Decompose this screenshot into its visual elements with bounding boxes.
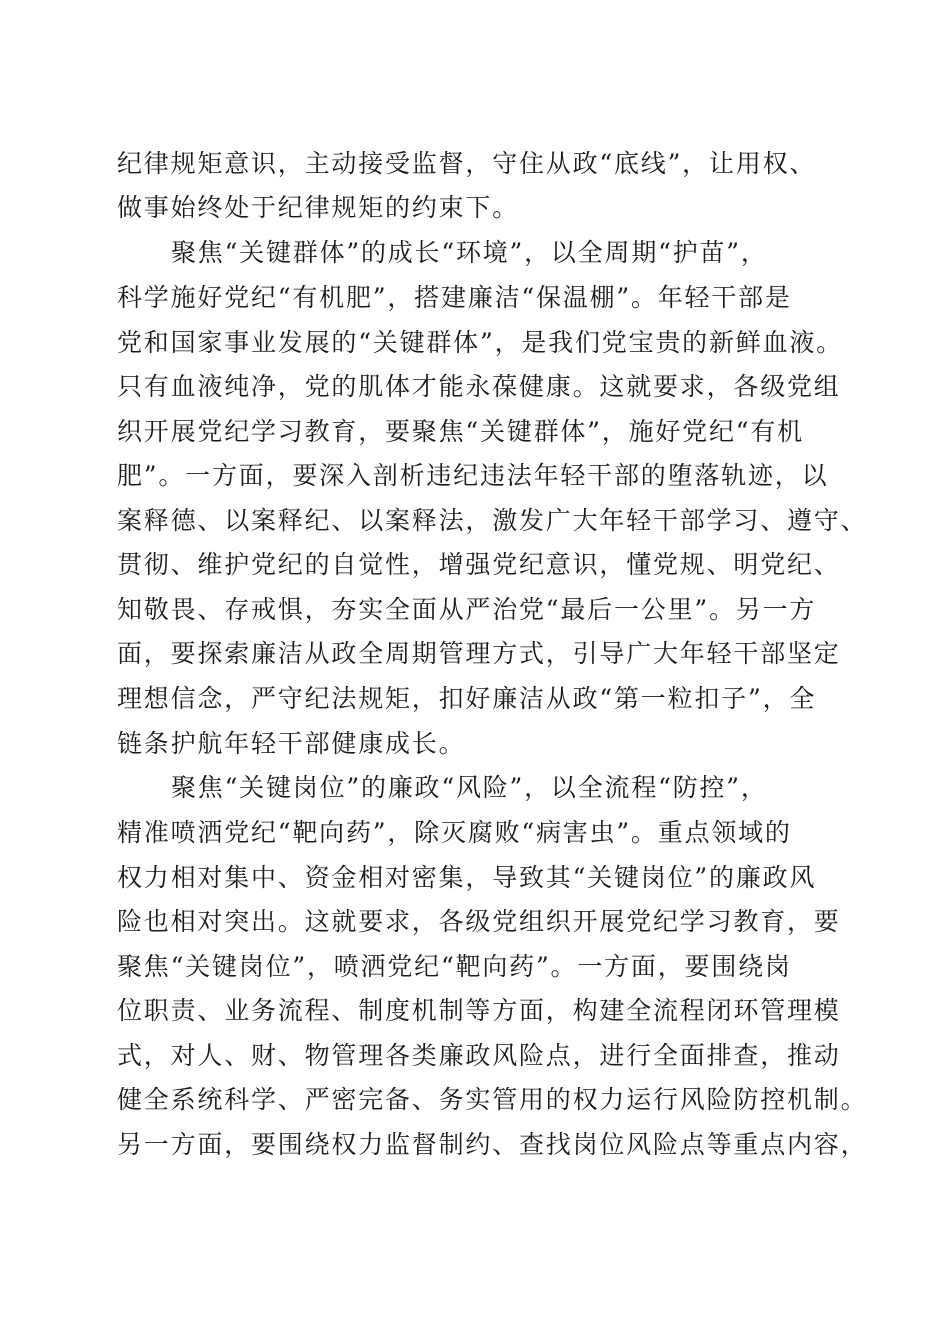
text-line: 党和国家事业发展的“关键群体”，是我们党宝贵的新鲜血液。: [117, 328, 843, 357]
text-line: 精准喷洒党纪“靶向药”，除灭腐败“病害虫”。重点领域的: [117, 818, 792, 847]
text-line: 只有血液纯净，党的肌体才能永葆健康。这就要求，各级党组: [117, 372, 841, 401]
text-line: 理想信念，严守纪法规矩，扣好廉洁从政“第一粒扣子”，全: [117, 684, 817, 713]
text-line: 案释德、以案释纪、以案释法，激发广大年轻干部学习、遵守、: [117, 506, 868, 535]
text-line: 织开展党纪学习教育，要聚焦“关键群体”，施好党纪“有机: [117, 417, 804, 446]
text-line: 做事始终处于纪律规矩的约束下。: [117, 193, 520, 222]
text-line: 式，对人、财、物管理各类廉政风险点，进行全面排查，推动: [117, 1041, 841, 1070]
text-line: 险也相对突出。这就要求，各级党组织开展党纪学习教育，要: [117, 907, 841, 936]
text-line: 肥”。一方面，要深入剖析违纪违法年轻干部的堕落轨迹，以: [117, 461, 829, 490]
text-line: 面，要探索廉洁从政全周期管理方式，引导广大年轻干部坚定: [117, 639, 841, 668]
text-line: 纪律规矩意识，主动接受监督，守住从政“底线”，让用权、: [117, 149, 817, 178]
text-line: 聚焦“关键岗位”，喷洒党纪“靶向药”。一方面，要围绕岗: [117, 952, 792, 981]
text-line: 链条护航年轻干部健康成长。: [117, 729, 466, 758]
text-line: 科学施好党纪“有机肥”，搭建廉洁“保温棚”。年轻干部是: [117, 283, 792, 312]
text-line: 知敬畏、存戒惧，夯实全面从严治党“最后一公里”。另一方: [117, 595, 817, 624]
text-line: 权力相对集中、资金相对密集，导致其“关键岗位”的廉政风: [117, 863, 817, 892]
text-line: 位职责、业务流程、制度机制等方面，构建全流程闭环管理模: [117, 996, 841, 1025]
paragraph-start-line: 聚焦“关键群体”的成长“环境”，以全周期“护苗”，: [171, 238, 768, 267]
text-line: 贯彻、维护党纪的自觉性，增强党纪意识，懂党规、明党纪、: [117, 550, 841, 579]
text-line: 健全系统科学、严密完备、务实管用的权力运行风险防控机制。: [117, 1085, 868, 1114]
text-line: 另一方面，要围绕权力监督制约、查找岗位风险点等重点内容，: [117, 1130, 868, 1159]
paragraph-start-line: 聚焦“关键岗位”的廉政“风险”，以全流程“防控”，: [171, 773, 768, 802]
